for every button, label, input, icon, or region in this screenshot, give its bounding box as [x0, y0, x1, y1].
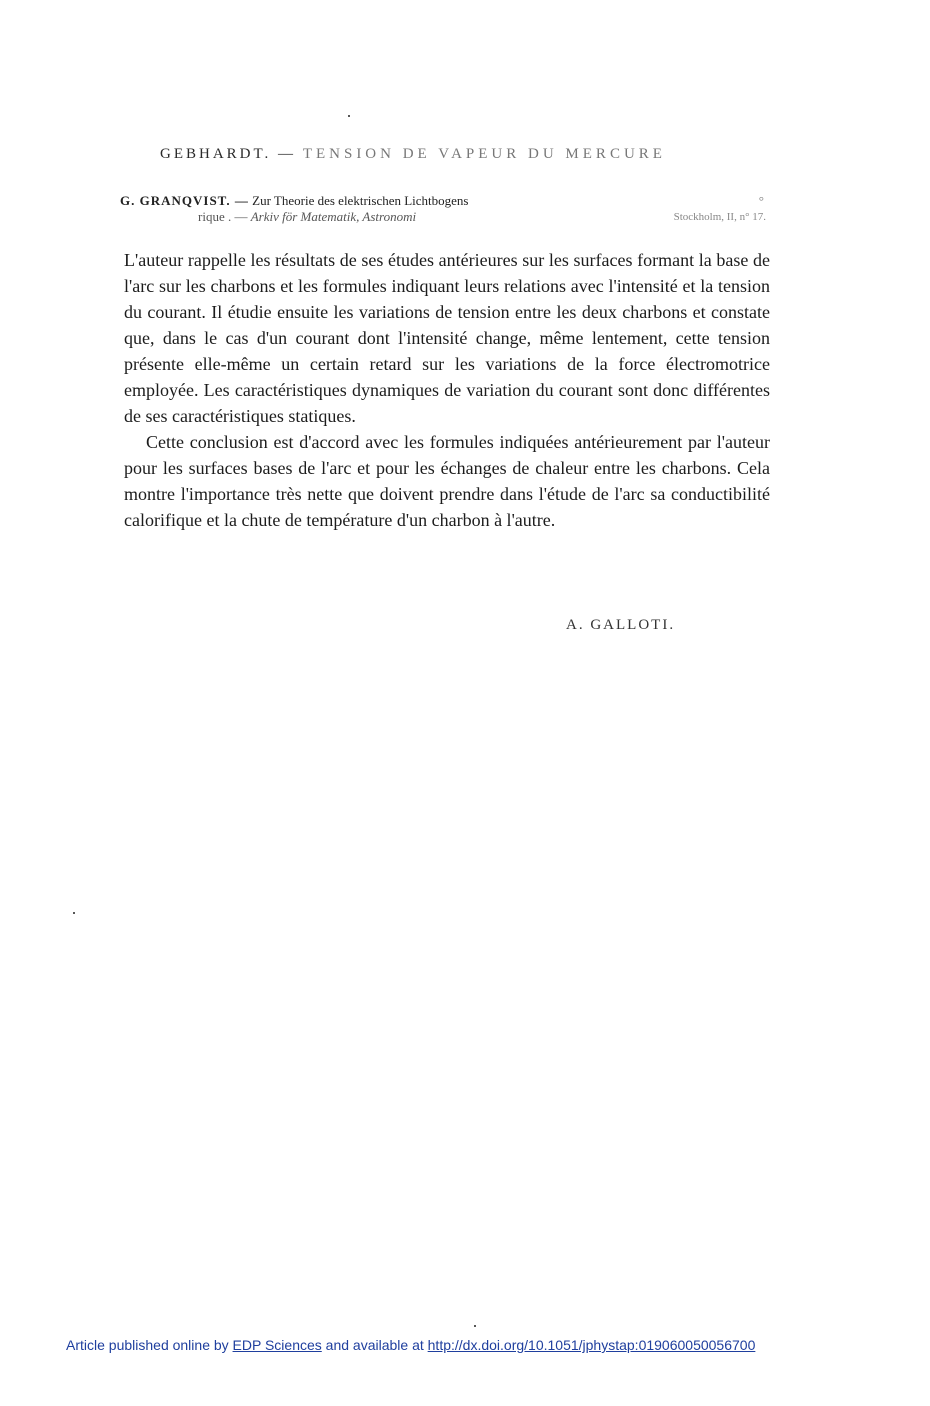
scan-speck — [73, 912, 75, 914]
reference-line-1 — [120, 193, 770, 209]
footer — [66, 1337, 755, 1353]
reference-journal: Arkiv för Matematik, Astronomi — [250, 209, 417, 224]
paragraph-2: Cette conclusion est d'accord avec les formules indiquées antérieurement par l'auteur pour les surfaces bases de l'arc et pour les échanges de chaleur entre les charbons. Cela montre l'importance très nette que doivent prendre dans l'étude de l'arc sa conductibilité calorifique et la chute de température d'un charbon à l'autre. — [124, 432, 770, 530]
footer-middle: and available at — [325, 1337, 424, 1353]
reference-line2-prefix: rique . — — [198, 209, 248, 224]
paragraph-1: L'auteur rappelle les résultats de ses études antérieures sur les surfaces formant la base de l'arc sur les charbons et les formules indiquant leurs relations avec l'intensité et la tension du courant. Il étudie ensuite les variations de tension entre les deux charbons et constate que, dans le cas d'un courant dont l'intensité change, même lentement, cette tension présente elle-même un certain retard sur les variations de la force électromotrice employée. Les caractéristiques dynamiques de variation du courant sont donc différentes de ses caractéristiques statiques. — [124, 250, 770, 426]
running-head — [160, 146, 780, 163]
footer-prefix: Article published online by — [66, 1337, 229, 1353]
signature: A. GALLOTI. — [566, 617, 676, 633]
reference-mark: ° — [758, 193, 764, 208]
publisher-link[interactable]: EDP Sciences — [232, 1337, 322, 1353]
abstract-body — [124, 247, 770, 533]
reference-author: G. GRANQVIST. — — [120, 193, 249, 208]
running-head-title: TENSION DE VAPEUR DU MERCURE — [302, 146, 666, 162]
running-head-author: GEBHARDT. — — [160, 146, 297, 162]
reference-line-2 — [120, 209, 770, 225]
doi-link[interactable]: http://dx.doi.org/10.1051/jphystap:019060050056700 — [427, 1337, 756, 1353]
reference-title: Zur Theorie des elektrischen Lichtbogens — [252, 193, 469, 208]
reference-volume: Stockholm, II, n° 17. — [673, 211, 766, 223]
scan-speck — [348, 115, 350, 117]
bibliographic-reference — [120, 193, 770, 225]
scan-speck — [474, 1325, 476, 1327]
